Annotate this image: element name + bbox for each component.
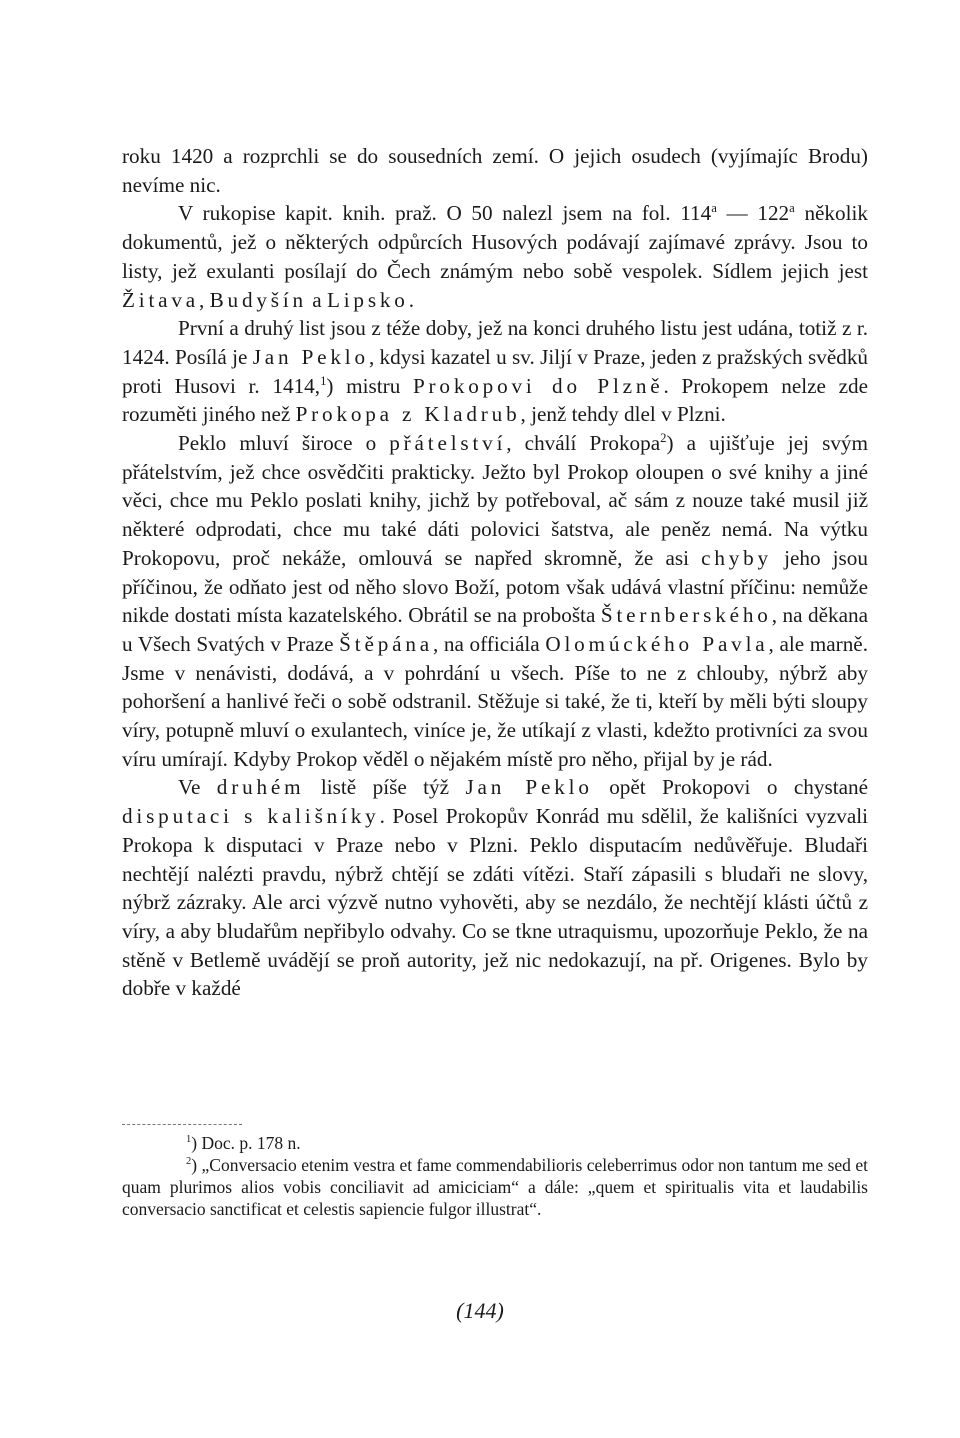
text-run: . — [408, 287, 415, 312]
paragraph-4 — [122, 429, 868, 773]
page-number: (144) — [456, 1298, 504, 1323]
spaced-emphasis: Prokopa z Kladrub — [295, 402, 521, 427]
text-run: , kdysi kazatel u sv. Jiljí v Praze, jeden z pražských svědků proti Husovi r. 1414, — [122, 344, 869, 398]
spaced-emphasis: chyby — [701, 545, 772, 570]
text-run: několik dokumentů, jež o některých odpůrcích Husových podávají zajímavé zprávy. Jsou to listy, jež exulanti posílají do Čech známým nebo sobě vespolek. Sídlem jejich jest — [122, 201, 868, 283]
footnote-1-text: Doc. p. 178 n. — [201, 1133, 301, 1153]
text-run: , jenž tehdy dlel v Plzni. — [520, 402, 726, 427]
text-run: , chválí Prokopa — [506, 431, 661, 456]
footnotes — [122, 1132, 868, 1220]
footnote-divider — [122, 1124, 242, 1125]
text-run: . Posel Prokopův Konrád mu sdělil, že kališníci vyzvali Prokopa k disputaci v Praze nebo v Plzni. Peklo disputacím nedůvěřuje. Bludaři nechtějí nalézti pravdu, nýbrž chtějí se zdáti vítězi. Staří zápasili s bludaři ne slovy, nýbrž zázraky. Ale arci výzvě nutno vyhověti, aby se nezdálo, že nechtějí klásti účtů z víry, a aby bludařům nepřibylo odvahy. Co se tkne utraquismu, upozorňuje Peklo, že na stěně v Betlemě uvádějí se proň autority, jež nic nedokazují, na př. Origenes. Bylo by dobře v každé — [122, 804, 869, 1001]
text-run: a — [306, 287, 327, 312]
footnote-1-mark: 1 — [186, 1134, 192, 1146]
footnote-2-mark: 2 — [186, 1156, 192, 1168]
text-run: , ale marně. Jsme v nenávisti, dodává, a v pohrdání u všech. Píše to ne z chlouby, nýbrž aby pohoršení a hanlivé řeči o sobě odstranil. Stěžuje si také, že ti, kteří by měli býti sloupy víry, potupně mluví o exulantech, viníce je, že utíkají z vlasti, kdežto protivníci za svou víru umírají. Kdyby Prokop věděl o nějakém místě pro něho, přijal by je rád. — [122, 631, 868, 771]
spaced-emphasis: Prokopovi do Plzně — [412, 373, 664, 398]
spaced-emphasis: Olomúckého Pavla — [545, 631, 769, 656]
footnote-ref: a — [789, 201, 795, 216]
spaced-emphasis: druhém — [216, 775, 305, 800]
text-run: . Prokopem nelze zde rozuměti jiného než — [122, 373, 868, 427]
text-run: V rukopise kapit. knih. praž. O 50 nalezl jsem na fol. 114 — [178, 201, 712, 226]
paragraph-1 — [122, 142, 868, 199]
text-run: listě píše týž — [304, 775, 466, 800]
text-run: Peklo mluví široce o — [178, 431, 390, 456]
spaced-emphasis: Budyšín — [209, 287, 307, 312]
spaced-emphasis: Šternberského — [600, 603, 772, 628]
spaced-emphasis: disputaci s kališníky — [122, 804, 380, 829]
text-run: ) mistru — [326, 373, 413, 398]
footnote-2: $^2$) „Conversacio etenim vestra et fame commendabilioris celeberrimus odor non tantum me sed et quam plurimos alios vobis conciliavit ad amiciciam“ a dále: „quem et spiritualis vita et laudabilis conversacio sanctificat et celestis sapiencie fulgor illustrat“. — [122, 1155, 868, 1219]
paragraph-2 — [122, 199, 868, 314]
spaced-emphasis: Žitava — [122, 287, 200, 312]
spaced-emphasis: Jan Peklo — [465, 775, 593, 800]
text-run: Ve — [178, 775, 217, 800]
footnote-ref: 1 — [320, 373, 327, 388]
paragraph-5 — [122, 773, 868, 1003]
text-run: — 122 — [716, 201, 790, 226]
body-text — [122, 142, 868, 1003]
text-run: , na officiála — [432, 631, 546, 656]
spaced-emphasis: přátelství — [389, 431, 507, 456]
spaced-emphasis: Štěpána — [339, 631, 433, 656]
footnote-ref: 2 — [660, 430, 667, 445]
footnote-ref: a — [711, 201, 717, 216]
text-run: ) a ujišťuje jej svým přátelstvím, jež chce osvědčiti prakticky. Ježto byl Prokop oloupen o své knihy a jiné věci, chce mu Peklo poslati knihy, jichž by potřeboval, ač sám z nouze také musil již některé odprodati, chce mu také dáti polovici šatstva, ale peněz nemá. Na výtku Prokopovu, proč nekáže, omlouvá se napřed skromně, že asi — [122, 431, 868, 570]
text-run: , na děkana u Všech Svatých v Praze — [122, 603, 868, 656]
footnote-1: $^1$) Doc. p. 178 n. — [186, 1133, 301, 1153]
footnote-2-text: „Conversacio etenim vestra et fame commendabilioris celeberrimus odor non tantum me sed et quam plurimos alios vobis conciliavit ad amiciciam“ a dále: „quem et spiritualis vita et laudabilis conversacio sanctificat et celestis sapiencie fulgor illustrat“. — [122, 1155, 868, 1219]
text-run: , — [199, 287, 210, 312]
text-run: jeho jsou příčinou, že odňato jest od něho slovo Boží, potom však udává vlastní příčinu: nemůže nikde dostati místa kazatelského. Obrátil se na proboštа — [122, 545, 868, 628]
spaced-emphasis: Lipsko — [326, 287, 409, 312]
text-run: opět Prokopovi o chystané — [592, 775, 868, 800]
text-run: roku 1420 a rozprchli se do sousedních zemí. O jejich osudech (vyjímajíc Brodu) nevíme nic. — [122, 144, 868, 197]
paragraph-3 — [122, 314, 868, 429]
spaced-emphasis: Jan Peklo — [252, 344, 369, 369]
text-run: První a druhý list jsou z téže doby, jež na konci druhého listu jest udána, totiž z r. 1424. Posílá je — [122, 316, 868, 369]
